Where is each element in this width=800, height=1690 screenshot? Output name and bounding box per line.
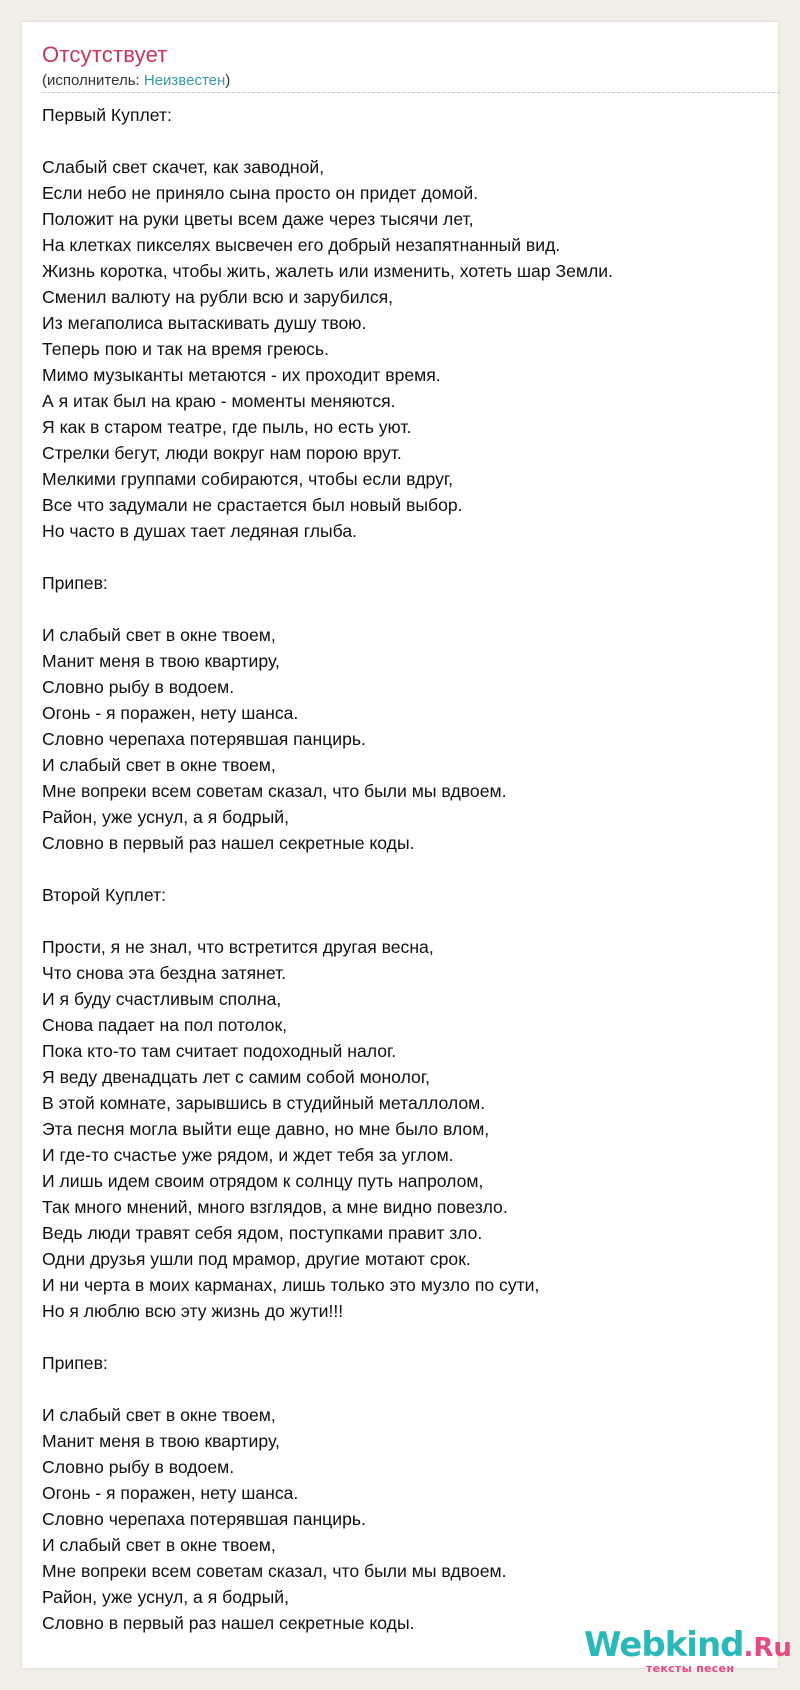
artist-suffix: ) [225, 72, 231, 89]
lyric-line: Район, уже уснул, а я бодрый, [42, 807, 290, 827]
lyric-line: И ни черта в моих карманах, лишь только это музло по сути, [42, 1275, 540, 1295]
artist-prefix: (исполнитель: [42, 72, 144, 89]
lyric-blank-line [42, 908, 742, 934]
lyric-line: Но я люблю всю эту жизнь до жути!!! [42, 1301, 344, 1321]
song-title: Отсутствует [42, 42, 168, 67]
lyric-line: Теперь пою и так на время греюсь. [42, 339, 329, 359]
lyric-line: И я буду счастливым сполна, [42, 989, 282, 1009]
artist-line [42, 72, 230, 90]
lyric-line: Я как в старом театре, где пыль, но есть уют. [42, 417, 412, 437]
lyric-line: Припев: [42, 1353, 108, 1373]
lyric-line: И лишь идем своим отрядом к солнцу путь напролом, [42, 1171, 484, 1191]
lyric-line: Ведь люди травят себя ядом, поступками правит зло. [42, 1223, 483, 1243]
lyric-line: И слабый свет в окне твоем, [42, 625, 276, 645]
lyric-line: Все что задумали не срастается был новый выбор. [42, 495, 463, 515]
lyric-line: Первый Куплет: [42, 105, 172, 125]
lyric-line: Словно в первый раз нашел секретные коды. [42, 1613, 415, 1633]
lyric-line: Эта песня могла выйти еще давно, но мне было влом, [42, 1119, 490, 1139]
lyric-line: Огонь - я поражен, нету шанса. [42, 703, 299, 723]
lyric-line: Что снова эта бездна затянет. [42, 963, 287, 983]
lyric-line: Манит меня в твою квартиру, [42, 651, 280, 671]
lyric-blank-line [42, 1324, 742, 1350]
lyric-line: Словно в первый раз нашел секретные коды. [42, 833, 415, 853]
lyric-line: Так много мнений, много взглядов, а мне видно повезло. [42, 1197, 508, 1217]
lyric-line: Манит меня в твою квартиру, [42, 1431, 280, 1451]
lyric-line: Огонь - я поражен, нету шанса. [42, 1483, 299, 1503]
lyric-line: Район, уже уснул, а я бодрый, [42, 1587, 290, 1607]
lyric-line: Мне вопреки всем советам сказал, что были мы вдвоем. [42, 781, 507, 801]
lyric-line: И где-то счастье уже рядом, и ждет тебя за углом. [42, 1145, 454, 1165]
header-divider [42, 92, 780, 93]
lyric-blank-line [42, 856, 742, 882]
lyric-line: Жизнь коротка, чтобы жить, жалеть или изменить, хотеть шар Земли. [42, 261, 613, 281]
logo-main-text: Webkind [584, 1625, 744, 1665]
lyric-line: Второй Куплет: [42, 885, 167, 905]
lyrics-card [22, 22, 792, 1675]
lyric-line: И слабый свет в окне твоем, [42, 755, 276, 775]
artist-link[interactable]: Неизвестен [143, 72, 226, 89]
lyric-line: На клетках пикселях высвечен его добрый незапятнанный вид. [42, 235, 561, 255]
lyric-blank-line [42, 1376, 742, 1402]
lyric-line: Но часто в душах тает ледяная глыба. [42, 521, 357, 541]
lyric-blank-line [42, 596, 742, 622]
lyric-line: Словно рыбу в водоем. [42, 1457, 235, 1477]
lyric-line: Мимо музыканты метаются - их проходит время. [42, 365, 441, 385]
lyric-line: Мне вопреки всем советам сказал, что были мы вдвоем. [42, 1561, 507, 1581]
logo-ru-text: .Ru [743, 1633, 792, 1663]
lyric-line: Стрелки бегут, люди вокруг нам порою врут. [42, 443, 402, 463]
lyric-line: Пока кто-то там считает подоходный налог. [42, 1041, 397, 1061]
lyric-line: Одни друзья ушли под мрамор, другие мотают срок. [42, 1249, 471, 1269]
lyric-line: Словно черепаха потерявшая панцирь. [42, 1509, 366, 1529]
lyric-line: Если небо не приняло сына просто он придет домой. [42, 183, 479, 203]
lyric-line: Словно рыбу в водоем. [42, 677, 235, 697]
lyric-line: Я веду двенадцать лет с самим собой монолог, [42, 1067, 430, 1087]
lyric-line: А я итак был на краю - моменты меняются. [42, 391, 396, 411]
lyric-line: Словно черепаха потерявшая панцирь. [42, 729, 366, 749]
lyric-line: Снова падает на пол потолок, [42, 1015, 288, 1035]
lyric-line: Мелкими группами собираются, чтобы если вдруг, [42, 469, 454, 489]
lyric-line: Слабый свет скачет, как заводной, [42, 157, 325, 177]
lyric-line: И слабый свет в окне твоем, [42, 1535, 276, 1555]
lyric-line: Прости, я не знал, что встретится другая весна, [42, 937, 434, 957]
lyric-blank-line [42, 544, 742, 570]
lyric-line: Сменил валюту на рубли всю и зарубился, [42, 287, 394, 307]
lyric-line: Припев: [42, 573, 108, 593]
lyric-line: Положит на руки цветы всем даже через тысячи лет, [42, 209, 474, 229]
lyric-blank-line [42, 128, 742, 154]
lyric-line: Из мегаполиса вытаскивать душу твою. [42, 313, 367, 333]
webkind-logo[interactable] [584, 1625, 792, 1685]
lyrics-text [42, 102, 742, 1636]
lyric-line: И слабый свет в окне твоем, [42, 1405, 276, 1425]
lyric-line: В этой комнате, зарывшись в студийный металлолом. [42, 1093, 486, 1113]
logo-tagline: тексты песен [646, 1662, 735, 1675]
